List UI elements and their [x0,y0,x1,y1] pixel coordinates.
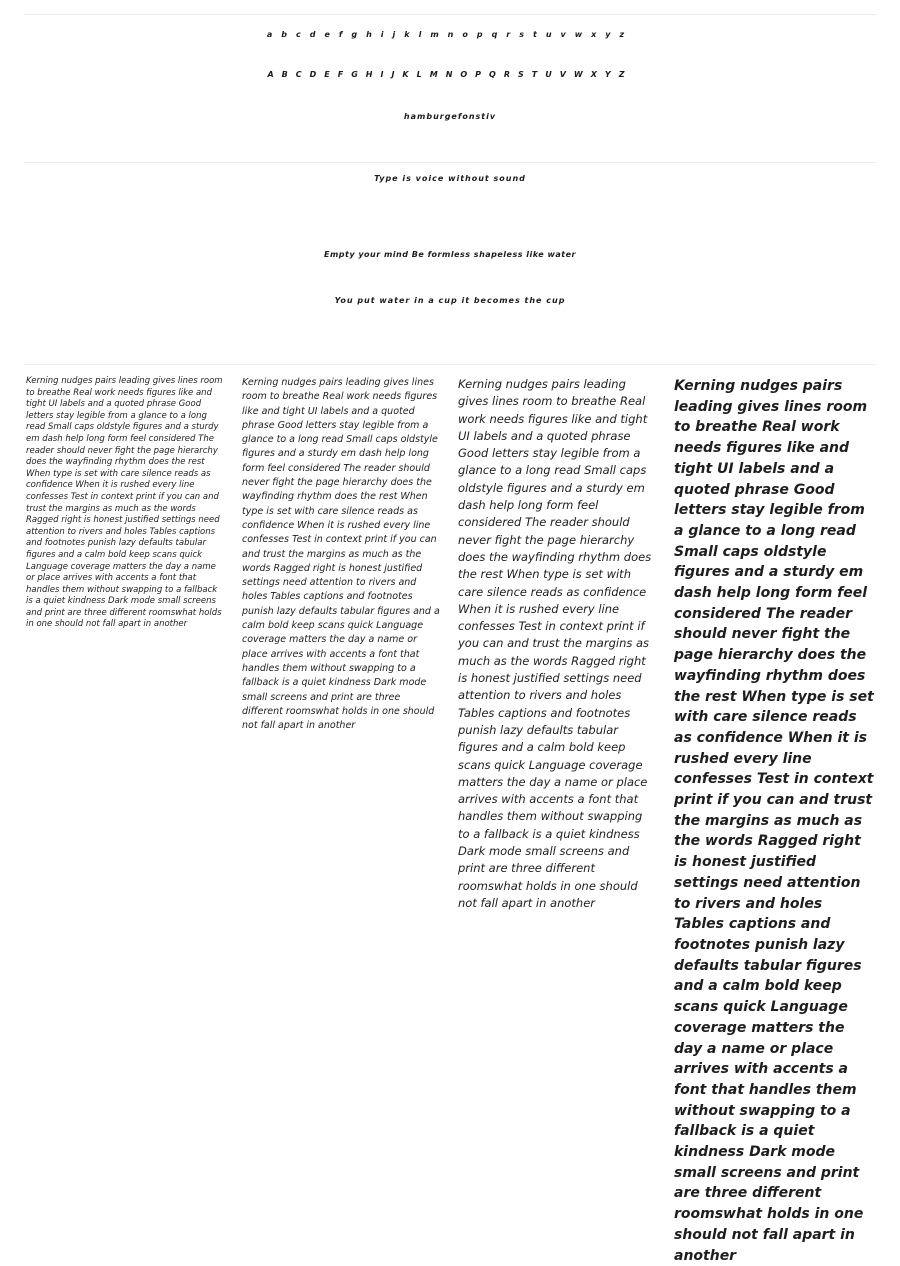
alphabet-uppercase: ABCDEFGHIJKLMNOPQRSTUVWXYZ [267,70,633,79]
body-sample-medium: Kerning nudges pairs leading gives lines room to breathe Real work needs figures like and tight UI labels and a quoted phrase Good letters stay legible from a glance to a long read Small caps oldstyle figures and a sturdy em dash help long form feel considered The reader should never fight the page hierarchy does the wayfinding rhythm does the rest When type is set with care silence reads as confidence When it is rushed every line confesses Test in context print if you can and trust the margins as much as the words Ragged right is honest justified settings need attention to rivers and holes Tables captions and footnotes punish lazy defaults tabular figures and a calm bold keep scans quick Language coverage matters the day a name or place arrives with accents a font that handles them without swapping to a fallback is a quiet kindness Dark mode small screens and print are three different roomswhat holds in one should not fall apart in another [242,377,440,732]
top-divider [24,14,876,15]
headline-medium: Empty your mind Be formless shapeless like water [323,250,576,259]
body-sample-large: Kerning nudges pairs leading gives lines room to breathe Real work needs figures like and tight UI labels and a quoted phrase Good letters stay legible from a glance to a long read Small caps oldstyle figures and a sturdy em dash help long form feel considered The reader should never fight the page hierarchy does the wayfinding rhythm does the rest When type is set with care silence reads as confidence When it is rushed every line confesses Test in context print if you can and trust the margins as much as the words Ragged right is honest justified settings need attention to rivers and holes Tables captions and footnotes punish lazy defaults tabular figures and a calm bold keep scans quick Language coverage matters the day a name or place arrives with accents a font that handles them without swapping to a fallback is a quiet kindness Dark mode small screens and print are three different roomswhat holds in one should not fall apart in another [458,377,652,910]
section-divider [24,162,876,163]
body-sample-xlarge: Kerning nudges pairs leading gives lines room to breathe Real work needs figures like and tight UI labels and a quoted phrase Good letters stay legible from a glance to a long read Small caps oldstyle figures and a sturdy em dash help long form feel considered The reader should never fight the page hierarchy does the wayfinding rhythm does the rest When type is set with care silence reads as confidence When it is rushed every line confesses Test in context print if you can and trust the margins as much as the words Ragged right is honest justified settings need attention to rivers and holes Tables captions and footnotes punish lazy defaults tabular figures and a calm bold keep scans quick Language coverage matters the day a name or place arrives with accents a font that handles them without swapping to a fallback is a quiet kindness Dark mode small screens and print are three different roomswhat holds in one should not fall apart in another [674,378,874,1264]
section-divider [24,364,876,365]
alphabet-lowercase: abcdefghijklmnopqrstuvwxyz [266,30,634,39]
body-sample-small: Kerning nudges pairs leading gives lines room to breathe Real work needs figures like and tight UI labels and a quoted phrase Good letters stay legible from a glance to a long read Small caps oldstyle figures and a sturdy em dash help long form feel considered The reader should never fight the page hierarchy does the wayfinding rhythm does the rest When type is set with care silence reads as confidence When it is rushed every line confesses Test in context print if you can and trust the margins as much as the words Ragged right is honest justified settings need attention to rivers and holes Tables captions and footnotes punish lazy defaults tabular figures and a calm bold keep scans quick Language coverage matters the day a name or place arrives with accents a font that handles them without swapping to a fallback is a quiet kindness Dark mode small screens and print are three different roomswhat holds in one should not fall apart in another [26,376,223,630]
headline-secondary: You put water in a cup it becomes the cup [334,296,566,305]
headline-large: Type is voice without sound [374,174,526,183]
sample-word: hamburgefonstiv [403,112,497,121]
